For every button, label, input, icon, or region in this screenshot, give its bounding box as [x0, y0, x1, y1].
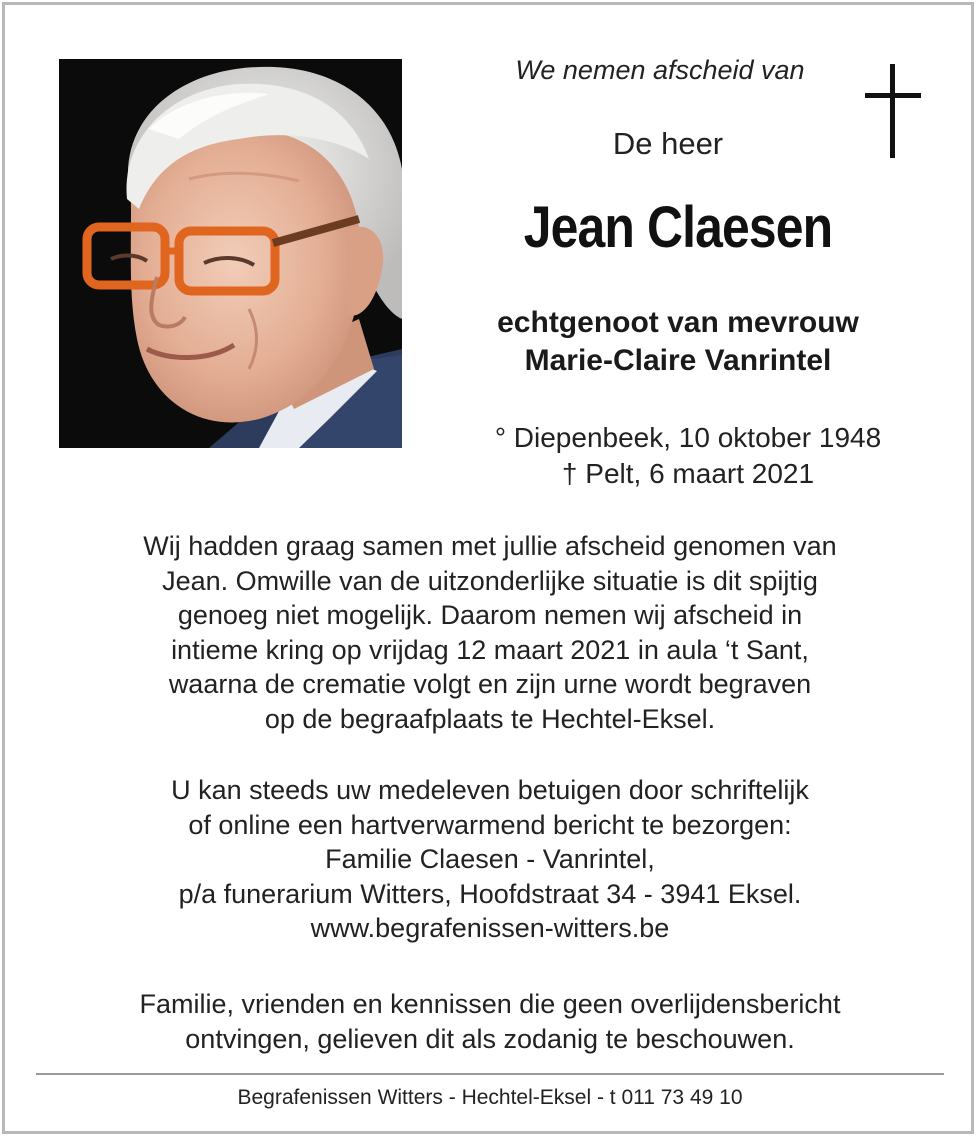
condolence-paragraph — [60, 773, 920, 946]
text-line: intieme kring op vrijdag 12 maart 2021 in aula ‘t Sant, — [171, 634, 809, 665]
text-line: of online een hartverwarmend bericht te bezorgen: — [188, 809, 792, 840]
portrait-photo — [59, 59, 402, 448]
spouse-name: Marie-Claire Vanrintel — [524, 344, 832, 377]
footer-contact: Begrafenissen Witters - Hechtel-Eksel - t 011 73 49 10 — [237, 1086, 743, 1109]
intro-text: We nemen afscheid van — [515, 55, 805, 85]
website-link[interactable]: www.begrafenissen-witters.be — [310, 913, 670, 943]
text-line: Familie, vrienden en kennissen die geen overlijdensbericht — [139, 989, 841, 1019]
text-line: ontvingen, gelieven dit als zodanig te beschouwen. — [185, 1023, 795, 1054]
spouse-block — [430, 304, 926, 380]
cross-horizontal-bar — [865, 93, 921, 98]
dates-block — [430, 420, 946, 492]
portrait-illustration — [59, 59, 402, 448]
address-line: p/a funerarium Witters, Hoofdstraat 34 - 3941 Eksel. — [178, 878, 802, 909]
honorific: De heer — [612, 126, 724, 161]
spouse-line: echtgenoot van mevrouw — [497, 306, 859, 339]
text-line: op de begraafplaats te Hechtel-Eksel. — [264, 703, 716, 734]
birth-date: ° Diepenbeek, 10 oktober 1948 — [494, 422, 882, 453]
deceased-name: Jean Claesen — [523, 195, 833, 260]
text-line: genoeg niet mogelijk. Daarom nemen wij afscheid in — [177, 600, 803, 630]
footer-divider — [36, 1073, 944, 1075]
death-date: † Pelt, 6 maart 2021 — [561, 458, 815, 489]
text-line: Jean. Omwille van de uitzonderlijke situatie is dit spijtig — [162, 565, 818, 596]
text-line: waarna de crematie volgt en zijn urne wordt begraven — [168, 669, 812, 699]
farewell-paragraph — [60, 529, 920, 736]
family-name-line: Familie Claesen - Vanrintel, — [325, 844, 655, 874]
notice-paragraph — [60, 987, 920, 1056]
text-line: Wij hadden graag samen met jullie afscheid genomen van — [143, 531, 837, 561]
text-line: U kan steeds uw medeleven betuigen door schriftelijk — [171, 775, 809, 805]
